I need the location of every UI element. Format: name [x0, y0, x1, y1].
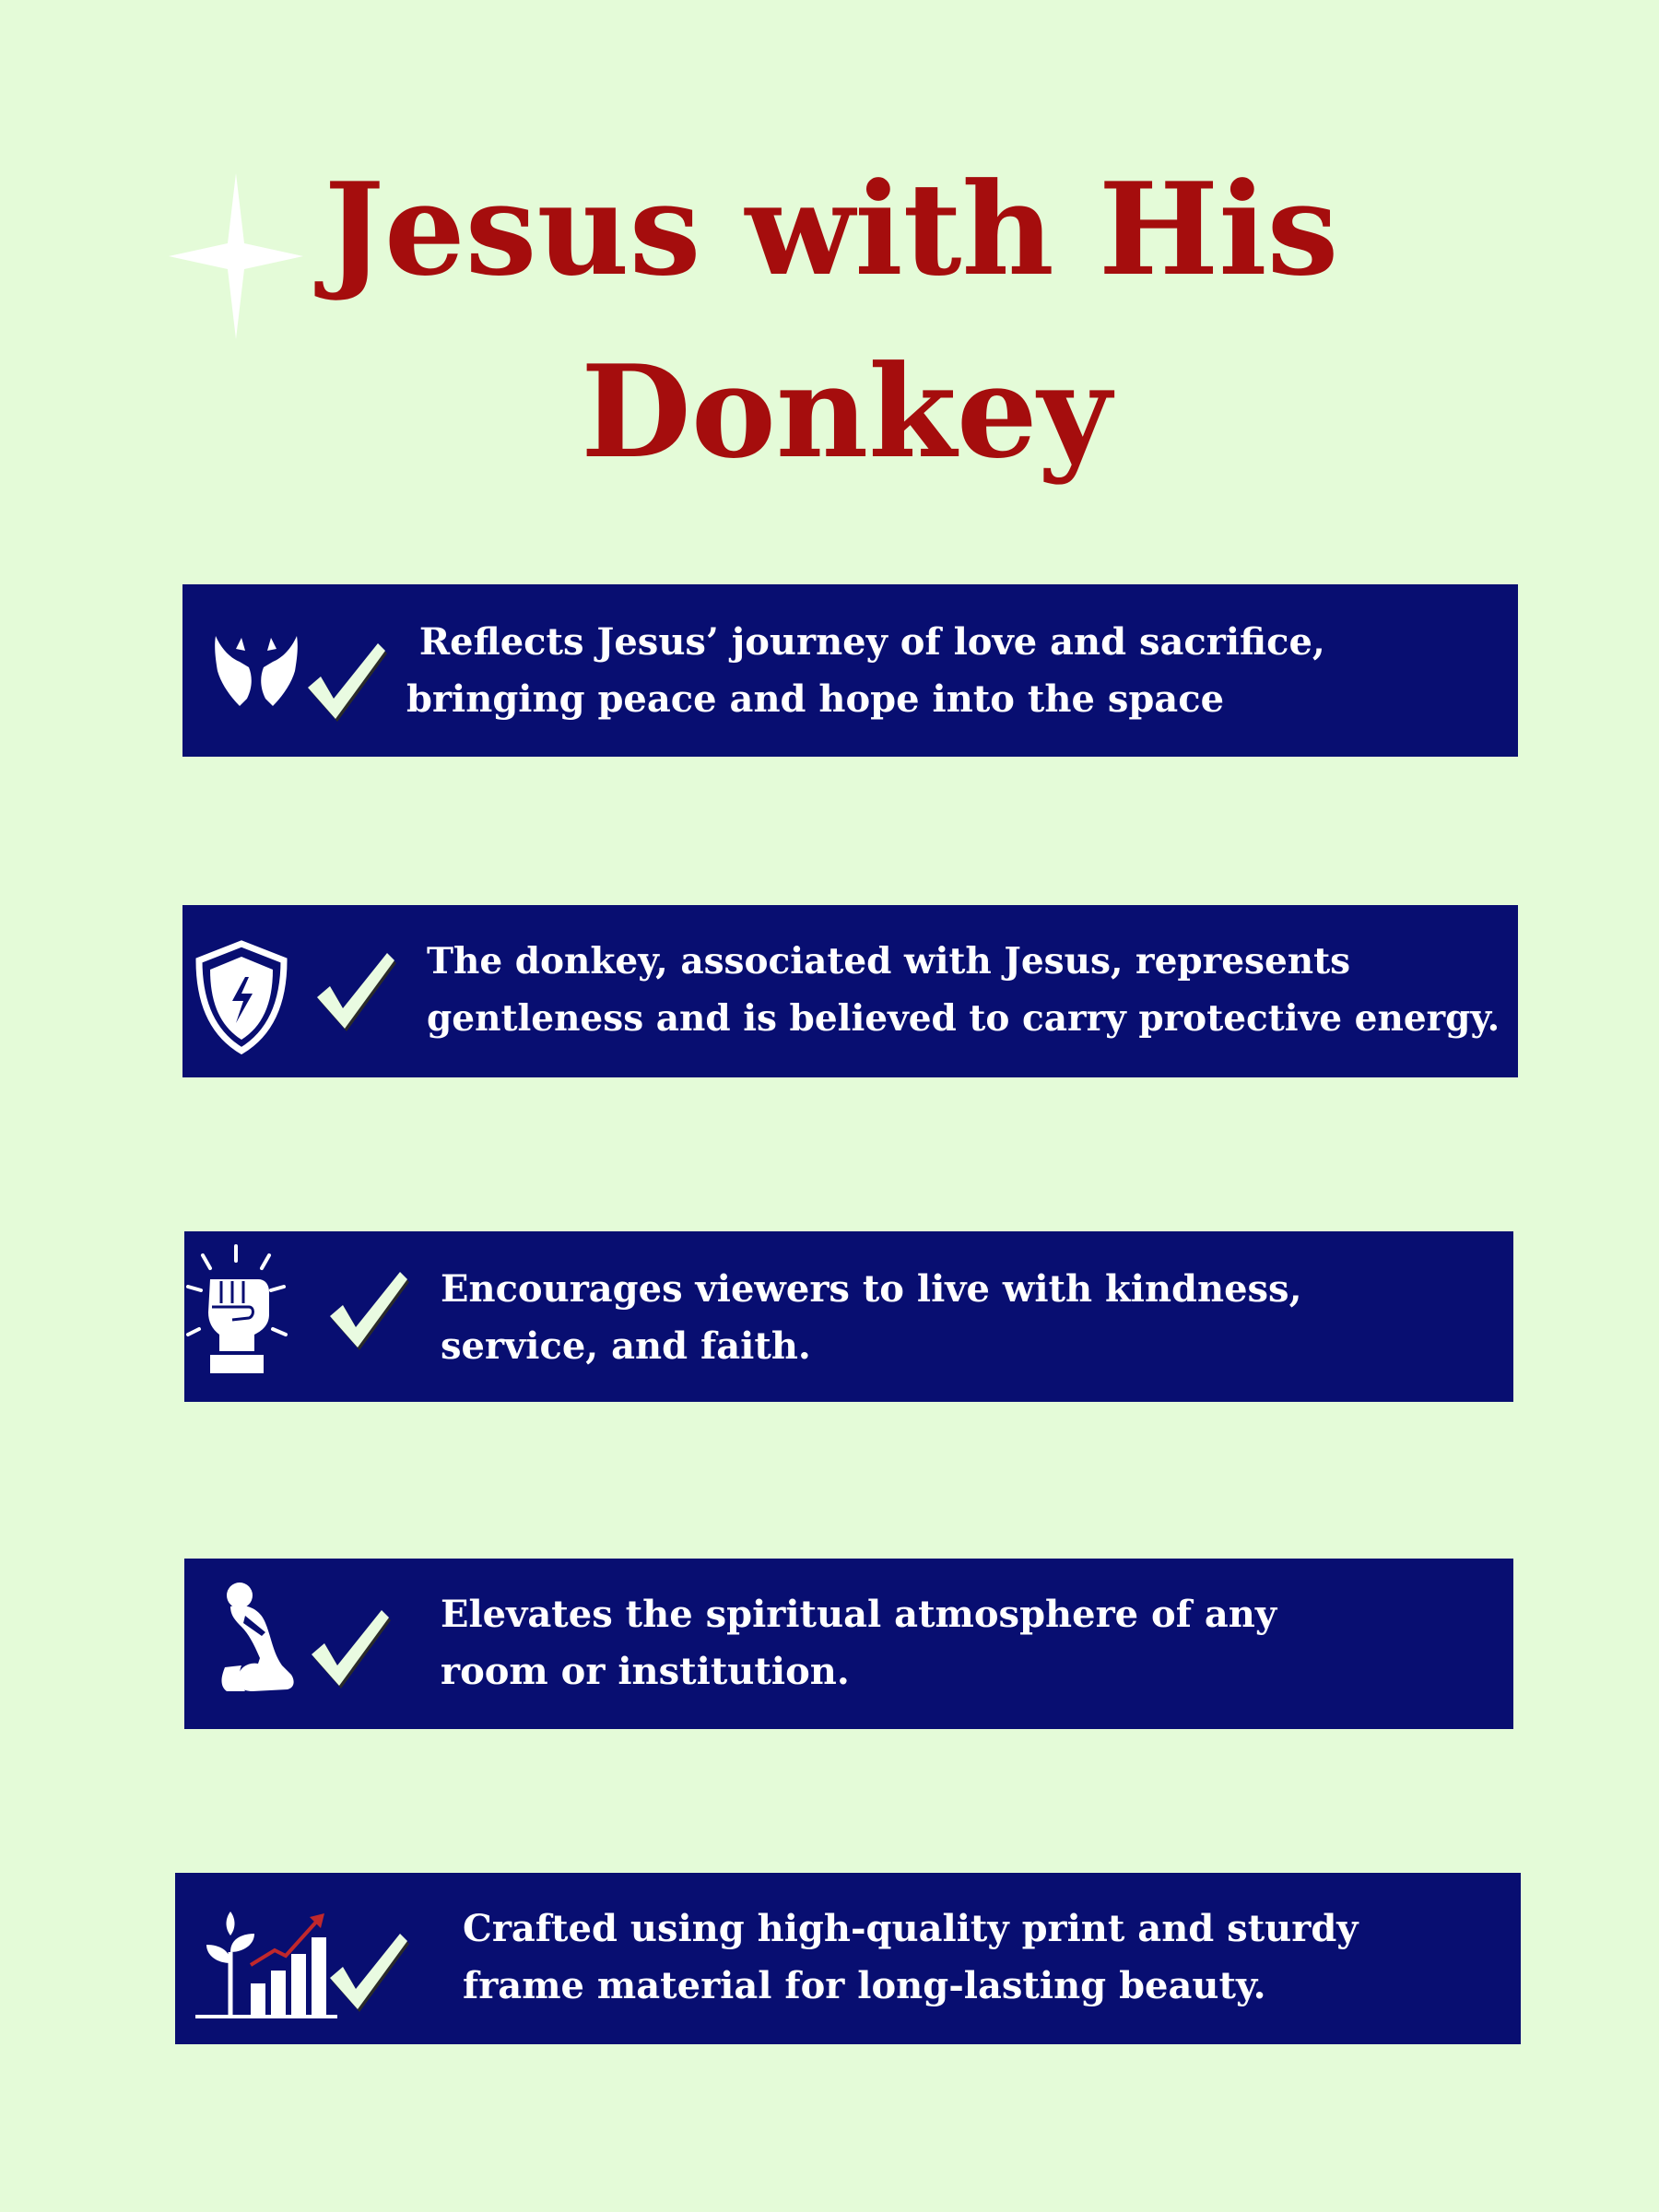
open-hands-icon [212, 630, 300, 710]
feature-card-4 [184, 1559, 1513, 1729]
title-line-1: Jesus with His [324, 154, 1339, 304]
feature-text-3 [441, 1261, 1302, 1375]
shield-bolt-icon [194, 940, 289, 1054]
feature-text-1 [406, 614, 1325, 728]
feature-line-4a: Elevates the spiritual atmosphere of any [441, 1593, 1277, 1636]
feature-card-1 [182, 584, 1518, 757]
raised-fist-icon [184, 1242, 299, 1381]
feature-card-5 [175, 1873, 1521, 2044]
feature-line-2a: The donkey, associated with Jesus, represents [427, 940, 1351, 982]
feature-card-3 [184, 1231, 1513, 1402]
feature-text-4 [441, 1586, 1277, 1700]
feature-line-5b: frame material for long-lasting beauty. [463, 1964, 1266, 2007]
checkmark-icon [300, 636, 389, 724]
feature-line-3b: service, and faith. [441, 1324, 811, 1368]
checkmark-icon [323, 1265, 411, 1353]
checkmark-icon [304, 1603, 393, 1691]
title-line-2: Donkey [581, 336, 1112, 487]
feature-card-2 [182, 905, 1518, 1077]
checkmark-icon [323, 1926, 411, 2015]
feature-line-4b: room or institution. [441, 1650, 850, 1693]
kneeling-prayer-icon [218, 1579, 297, 1697]
feature-line-2b: gentleness and is believed to carry protective energy. [427, 997, 1500, 1040]
page-title [0, 138, 1659, 503]
feature-line-1a: Reflects Jesus’ journey of love and sacrifice, [406, 620, 1325, 664]
feature-line-3a: Encourages viewers to live with kindness, [441, 1267, 1302, 1311]
checkmark-icon [310, 946, 398, 1034]
feature-line-1b: bringing peace and hope into the space [406, 677, 1225, 721]
feature-line-5a: Crafted using high-quality print and sturdy [463, 1907, 1359, 1950]
feature-text-5 [463, 1900, 1359, 2015]
feature-text-2 [427, 933, 1500, 1047]
